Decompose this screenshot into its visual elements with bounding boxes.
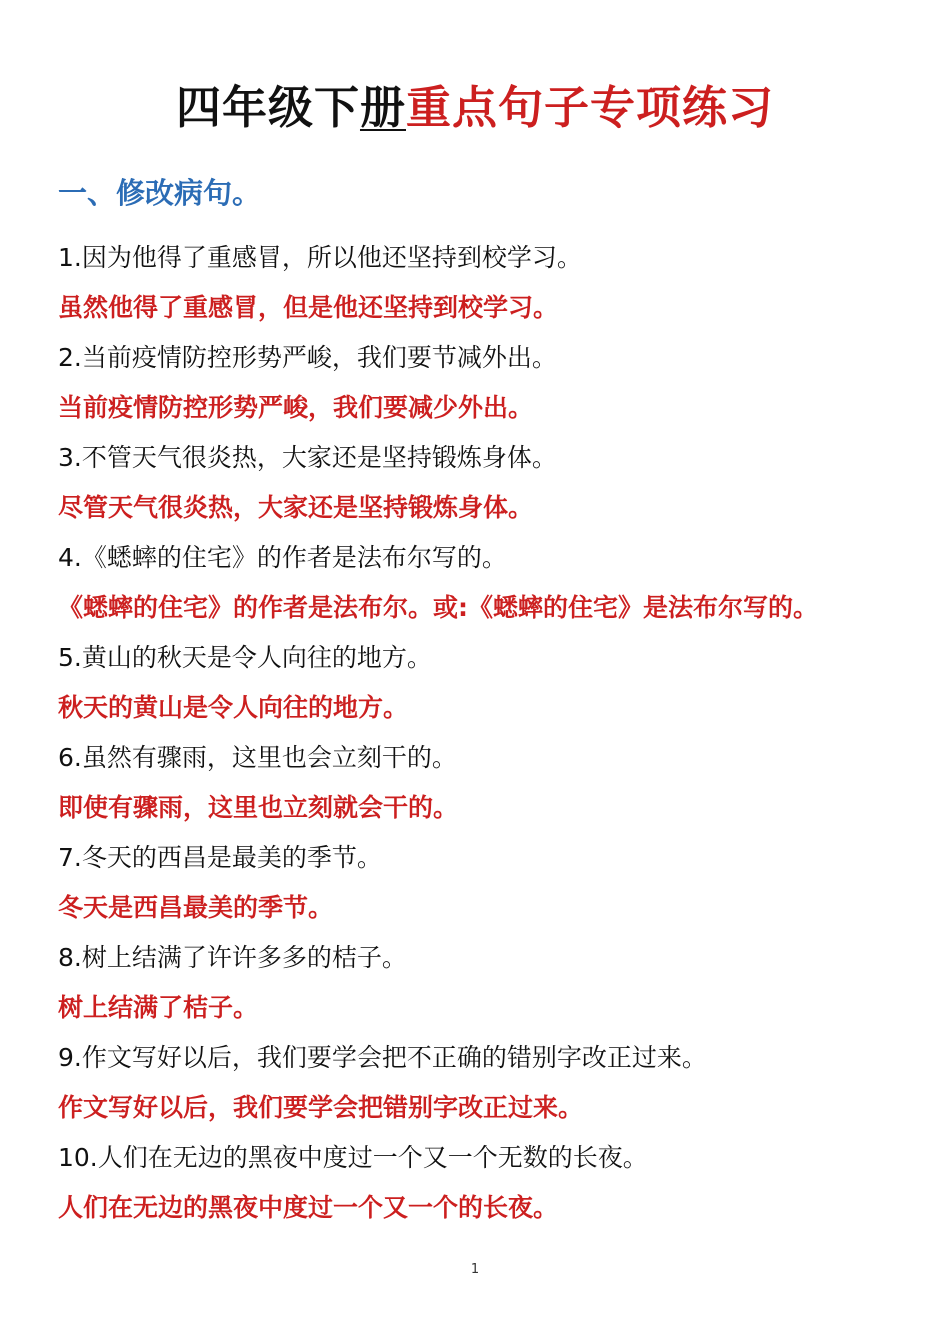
- page-title: [0, 78, 950, 138]
- answer-7: 冬天是西昌最美的季节。: [58, 893, 334, 922]
- question-8: 8.树上结满了许许多多的桔子。: [58, 943, 407, 972]
- answer-10: 人们在无边的黑夜中度过一个又一个的长夜。: [58, 1193, 559, 1222]
- question-7: 7.冬天的西昌是最美的季节。: [58, 843, 382, 872]
- answer-8: 树上结满了桔子。: [58, 993, 259, 1022]
- section-heading: 一、修改病句。: [58, 176, 262, 210]
- question-2: 2.当前疫情防控形势严峻，我们要节减外出。: [58, 343, 557, 372]
- question-9: 9.作文写好以后，我们要学会把不正确的错别字改正过来。: [58, 1043, 707, 1072]
- title-part-volume: 册: [359, 81, 406, 134]
- question-10: 10.人们在无边的黑夜中度过一个又一个无数的长夜。: [58, 1143, 648, 1172]
- question-1: 1.因为他得了重感冒，所以他还坚持到校学习。: [58, 243, 582, 272]
- question-4: 4.《蟋蟀的住宅》的作者是法布尔写的。: [58, 543, 507, 572]
- answer-6: 即使有骤雨，这里也立刻就会干的。: [58, 793, 459, 822]
- question-6: 6.虽然有骤雨，这里也会立刻干的。: [58, 743, 457, 772]
- page-number: 1: [470, 1262, 480, 1277]
- exercise-list: [58, 233, 938, 1233]
- title-part-grade: 四年级下: [175, 81, 360, 134]
- answer-5: 秋天的黄山是令人向往的地方。: [58, 693, 409, 722]
- title-part-topic: 重点句子专项练习: [406, 81, 775, 134]
- answer-9: 作文写好以后，我们要学会把错别字改正过来。: [58, 1093, 584, 1122]
- answer-1: 虽然他得了重感冒，但是他还坚持到校学习。: [58, 293, 559, 322]
- answer-4: 《蟋蟀的住宅》的作者是法布尔。或:《蟋蟀的住宅》是法布尔写的。: [58, 593, 819, 622]
- answer-2: 当前疫情防控形势严峻，我们要减少外出。: [58, 393, 534, 422]
- answer-3: 尽管天气很炎热，大家还是坚持锻炼身体。: [58, 493, 534, 522]
- question-3: 3.不管天气很炎热，大家还是坚持锻炼身体。: [58, 443, 557, 472]
- question-5: 5.黄山的秋天是令人向往的地方。: [58, 643, 432, 672]
